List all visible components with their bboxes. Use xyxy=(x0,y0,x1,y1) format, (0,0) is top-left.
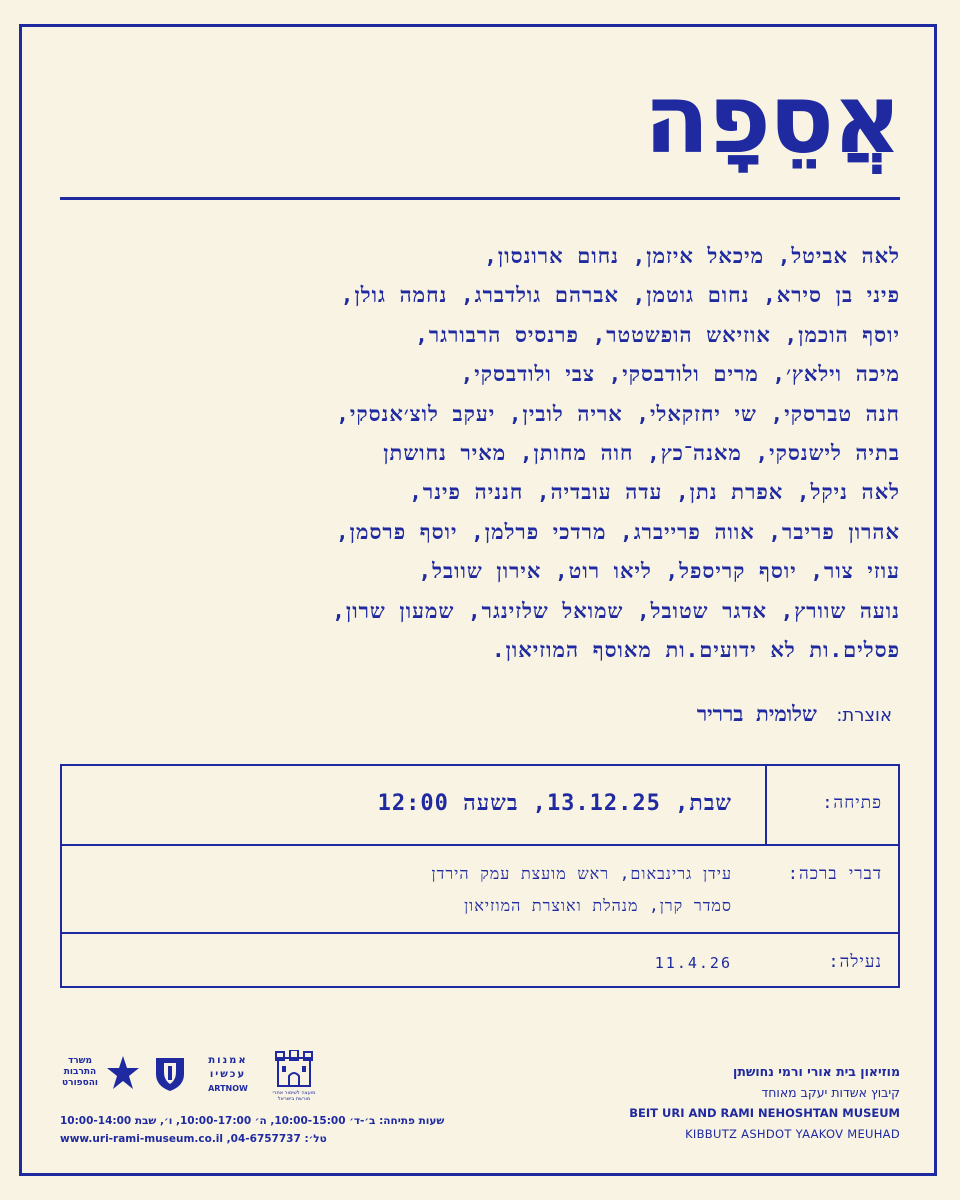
art-now-english: ARTNOW xyxy=(208,1084,248,1093)
closing-label: נעילה: xyxy=(828,952,882,972)
regional-council-emblem-icon xyxy=(153,1054,187,1092)
event-info-table xyxy=(60,764,900,988)
artists-line: פסלים.ות לא ידועים.ות מאוסף המוזיאון. xyxy=(491,638,900,663)
kibbutz-name-hebrew: קיבוץ אשדות יעקב מאוחד xyxy=(761,1085,900,1100)
speaker-line: סמדר קרן, מנהלת ואוצרת המוזיאון xyxy=(464,896,732,915)
ministry-star-icon xyxy=(106,1054,140,1092)
curator-credit xyxy=(697,702,892,727)
heritage-council-text: מועצה לשימור אתרי מורשת בישראל xyxy=(272,1090,316,1102)
artists-line: עוזי צור, יוסף קריספל, ליאו רוט, אירון שוובל, xyxy=(418,559,900,584)
art-now-hebrew: אמנות עכשיו xyxy=(208,1055,248,1080)
greetings-label: דברי ברכה: xyxy=(787,864,882,884)
greetings-row xyxy=(62,844,898,934)
opening-label: פתיחה: xyxy=(822,793,882,813)
website-phone[interactable]: טל׳: 04-6757737, www.uri-rami-museum.co.il xyxy=(60,1133,327,1145)
contact-info xyxy=(60,1112,444,1148)
opening-value: שבת, 13.12.25, בשעה 12:00 xyxy=(377,791,732,816)
title-divider xyxy=(60,197,900,200)
artists-line: מיכה וילאץ׳, מרים ולודבסקי, צבי ולודבסקי, xyxy=(460,362,900,387)
ministry-logo-text: משרד התרבות והספורט xyxy=(62,1056,98,1088)
artists-line: חנה טברסקי, שי יחזקאלי, אריה לובין, יעקב לוצ׳אנסקי, xyxy=(336,401,900,426)
museum-credit xyxy=(629,1061,900,1145)
curator-label: אוצרת: xyxy=(836,705,892,726)
artists-line: אהרון פריבר, אווה פרייברג, מרדכי פרלמן, יוסף פרסמן, xyxy=(336,519,900,544)
sponsor-logos xyxy=(60,1050,340,1100)
exhibition-title: אֲסֵפָה xyxy=(643,63,900,175)
curator-name: שלומית ברריר xyxy=(696,702,817,726)
artists-line: נועה שוורץ, אדגר שטובל, שמואל שלזינגר, שמעון שרון, xyxy=(332,598,900,623)
row-divider xyxy=(765,766,767,844)
artists-line: בתיה לישנסקי, מאנה־כץ, חוה מחותן, מאיר נחושתן xyxy=(383,441,900,466)
opening-hours: שעות פתיחה: ב׳-ד׳ 10:00-15:00, ה׳ 10:00-17:00, ו׳, שבת 10:00-14:00 xyxy=(60,1115,445,1127)
closing-row xyxy=(62,932,898,986)
opening-row xyxy=(62,766,898,846)
artists-line: פיני בן סירא, נחום גוטמן, אברהם גולדברג, נחמה גולן, xyxy=(340,283,900,308)
closing-value: 11.4.26 xyxy=(654,954,732,972)
artists-list xyxy=(50,237,900,670)
kibbutz-name-english: KIBBUTZ ASHDOT YAAKOV MEUHAD xyxy=(685,1127,900,1141)
museum-name-hebrew: מוזיאון בית אורי ורמי נחושתן xyxy=(733,1064,900,1079)
museum-name-english: BEIT URI AND RAMI NEHOSHTAN MUSEUM xyxy=(629,1106,900,1120)
artists-line: לאה ניקל, אפרת נתן, עדה עובדיה, חנניה פינר, xyxy=(409,480,900,505)
heritage-council-building-icon xyxy=(274,1050,314,1088)
art-now-logo xyxy=(203,1054,253,1096)
speaker-line: עידן גרינבאום, ראש מועצת עמק הירדן xyxy=(431,864,732,883)
artists-line: לאה אביטל, מיכאל איזמן, נחום ארונסון, xyxy=(484,244,900,268)
artists-line: יוסף הוכמן, אוזיאש הופשטטר, פרנסיס הרבורגר, xyxy=(415,322,900,347)
